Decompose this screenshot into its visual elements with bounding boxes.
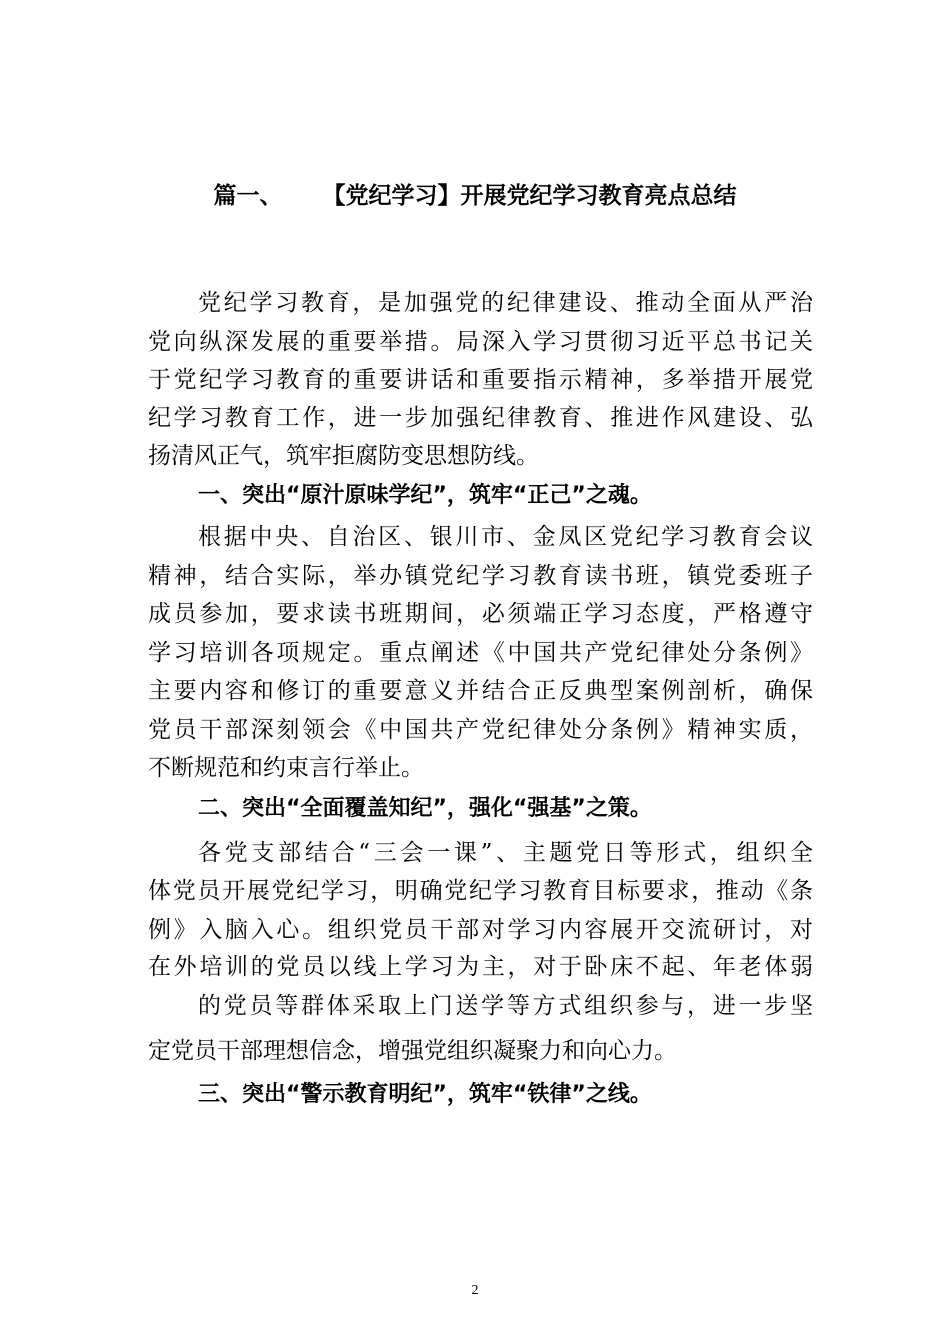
title-part-a: 篇一、 bbox=[213, 183, 283, 209]
paragraph-line: 党纪学习教育，是加强党的纪律建设、推动全面从严治 bbox=[198, 290, 813, 316]
paragraph-line: 扬清风正气，筑牢拒腐防变思想防线。 bbox=[148, 443, 539, 469]
section-heading-3: 三、突出“警示教育明纪”，筑牢“铁律”之线。 bbox=[198, 1082, 652, 1107]
section-heading-1: 一、突出“原汁原味学纪”，筑牢“正己”之魂。 bbox=[198, 483, 652, 508]
paragraph-line: 不断规范和约束言行举止。 bbox=[148, 755, 424, 781]
page-number: 2 bbox=[471, 1283, 479, 1298]
paragraph-line: 于党纪学习教育的重要讲话和重要指示精神，多举措开展党 bbox=[148, 367, 813, 393]
paragraph-line: 例》入脑入心。组织党员干部对学习内容展开交流研讨，对 bbox=[148, 917, 813, 943]
paragraph-line: 体党员开展党纪学习，明确党纪学习教育目标要求，推动《条 bbox=[148, 878, 813, 904]
paragraph-line: 党向纵深发展的重要举措。局深入学习贯彻习近平总书记关 bbox=[148, 329, 813, 355]
paragraph-line: 党员干部深刻领会《中国共产党纪律处分条例》精神实质， bbox=[148, 717, 813, 743]
title-part-b: 【党纪学习】开展党纪学习教育亮点总结 bbox=[322, 183, 737, 209]
paragraph-line: 主要内容和修订的重要意义并结合正反典型案例剖析，确保 bbox=[148, 678, 813, 704]
paragraph-line: 根据中央、自治区、银川市、金凤区党纪学习教育会议 bbox=[198, 524, 813, 550]
paragraph-line: 的党员等群体采取上门送学等方式组织参与，进一步坚 bbox=[198, 993, 813, 1019]
paragraph-line: 学习培训各项规定。重点阐述《中国共产党纪律处分条例》 bbox=[148, 640, 813, 666]
page-title bbox=[0, 176, 950, 216]
paragraph-line: 各党支部结合“三会一课”、主题党日等形式，组织全 bbox=[198, 840, 813, 866]
paragraph-line: 成员参加，要求读书班期间，必须端正学习态度，严格遵守 bbox=[148, 601, 813, 627]
paragraph-line: 在外培训的党员以线上学习为主，对于卧床不起、年老体弱 bbox=[148, 954, 813, 980]
section-heading-2: 二、突出“全面覆盖知纪”，强化“强基”之策。 bbox=[198, 796, 652, 821]
paragraph-line: 纪学习教育工作，进一步加强纪律教育、推进作风建设、弘 bbox=[148, 405, 813, 431]
paragraph-line: 精神，结合实际，举办镇党纪学习教育读书班，镇党委班子 bbox=[148, 563, 813, 589]
paragraph-line: 定党员干部理想信念，增强党组织凝聚力和向心力。 bbox=[148, 1038, 677, 1064]
